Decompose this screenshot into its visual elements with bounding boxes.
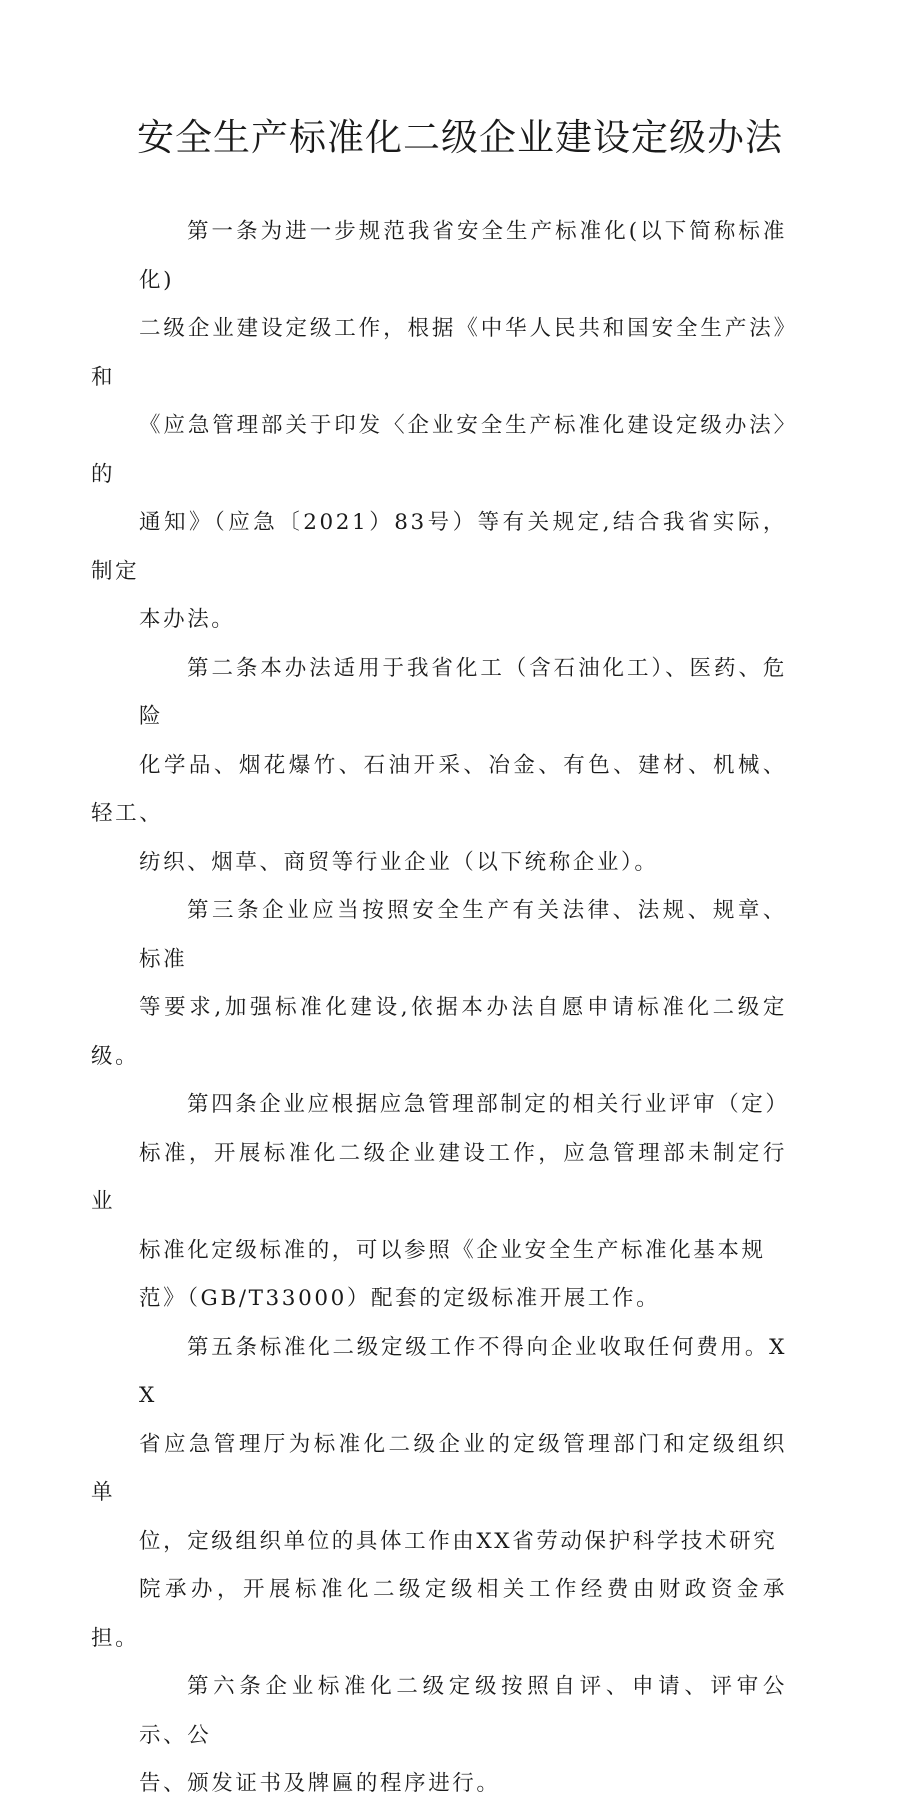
text-line: 通知》（应急〔2021）83号）等有关规定,结合我省实际，制定 (91, 510, 787, 584)
text-line: 二级企业建设定级工作，根据《中华人民共和国安全生产法》和 (91, 316, 787, 390)
text-line: 标准化定级标准的，可以参照《企业安全生产标准化基本规 (139, 1237, 766, 1263)
document-body (91, 208, 790, 1809)
text-line: 第一条为进一步规范我省安全生产标准化(以下简称标准化) (139, 219, 787, 293)
article-3 (91, 887, 787, 1081)
text-line: 范》（GB/T33000）配套的定级标准开展工作。 (139, 1286, 661, 1311)
text-line: 院承办，开展标准化二级定级相关工作经费由财政资金承担。 (91, 1577, 787, 1651)
text-line: 第二条本办法适用于我省化工（含石油化工）、医药、危险 (139, 655, 787, 729)
document-title: 安全生产标准化二级企业建设定级办法 (137, 116, 783, 159)
article-1 (91, 208, 787, 645)
text-line: 告、颁发证书及牌匾的程序进行。 (139, 1771, 501, 1796)
text-line: 位，定级组织单位的具体工作由XX省劳动保护科学技术研究 (139, 1528, 778, 1554)
article-2 (91, 645, 787, 888)
text-line: 《应急管理部关于印发〈企业安全生产标准化建设定级办法〉的 (91, 413, 787, 487)
text-line: 第三条企业应当按照安全生产有关法律、法规、规章、标准 (139, 898, 787, 972)
article-6 (139, 1663, 787, 1809)
text-line: 第六条企业标准化二级定级按照自评、申请、评审公示、公 (139, 1674, 787, 1748)
text-line: 等要求,加强标准化建设,依据本办法自愿申请标准化二级定级。 (91, 995, 787, 1069)
text-line: 第五条标准化二级定级工作不得向企业收取任何费用。XX (139, 1334, 787, 1408)
article-4 (91, 1081, 790, 1324)
text-line: 本办法。 (139, 607, 236, 632)
text-line: 标准，开展标准化二级企业建设工作，应急管理部未制定行业 (91, 1140, 787, 1214)
text-line: 纺织、烟草、商贸等行业企业（以下统称企业）。 (139, 849, 659, 875)
text-line: 省应急管理厅为标准化二级企业的定级管理部门和定级组织单 (91, 1431, 787, 1505)
text-line: 化学品、烟花爆竹、石油开采、冶金、有色、建材、机械、轻工、 (91, 752, 787, 826)
text-line: 第四条企业应根据应急管理部制定的相关行业评审（定） (187, 1092, 790, 1117)
article-5 (91, 1324, 787, 1664)
